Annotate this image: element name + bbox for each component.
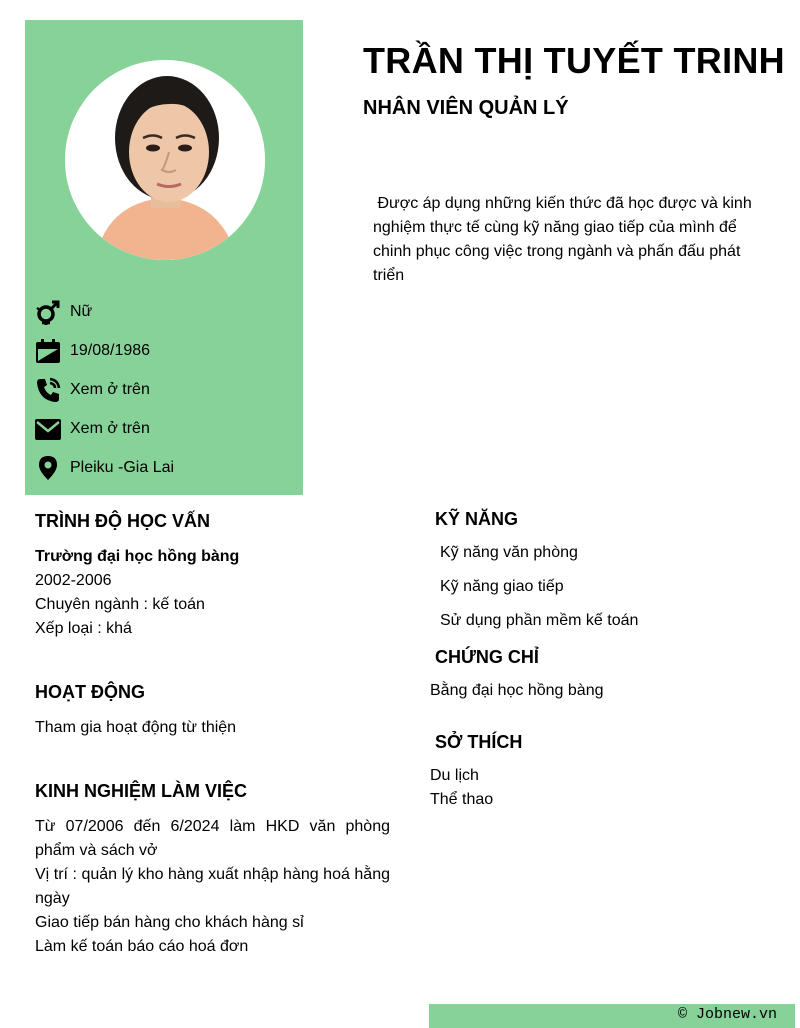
experience-line: Giao tiếp bán hàng cho khách hàng sỉ (35, 914, 304, 931)
candidate-name: TRẦN THỊ TUYẾT TRINH (363, 40, 785, 81)
location-icon (35, 455, 61, 481)
experience-line: Làm kế toán báo cáo hoá đơn (35, 938, 249, 955)
certificates-heading: CHỨNG CHỈ (435, 647, 539, 667)
activities-text: Tham gia hoạt động từ thiện (35, 719, 237, 736)
phone-row (35, 377, 150, 403)
footer-bar (429, 1004, 795, 1028)
birthday-text: 19/08/1986 (70, 342, 151, 359)
phone-text: Xem ở trên (70, 381, 150, 398)
education-school: Trường đại học hồng bàng (35, 548, 240, 565)
address-text: Pleiku -Gia Lai (70, 459, 175, 476)
hobby-item: Thể thao (430, 791, 494, 808)
education-grade: Xếp loại : khá (35, 620, 132, 637)
skill-item: Kỹ năng văn phòng (440, 544, 578, 561)
email-icon (35, 416, 61, 442)
experience-line: Từ 07/2006 đến 6/2024 làm HKD văn phòng phẩm và sách vở (35, 818, 390, 859)
address-row (35, 455, 174, 481)
experience-heading: KINH NGHIỆM LÀM VIỆC (35, 781, 248, 801)
email-text: Xem ở trên (70, 420, 150, 437)
gender-row (35, 299, 92, 325)
hobbies-heading: SỞ THÍCH (435, 732, 523, 752)
sidebar (25, 20, 303, 495)
activities-heading: HOẠT ĐỘNG (35, 682, 145, 702)
phone-icon (35, 377, 61, 403)
career-objective: Được áp dụng những kiến thức đã học được và kinh nghiệm thực tế cùng kỹ năng giao tiếp của mình để chinh phục công việc trong ngành và phấn đấu phát triển (373, 195, 757, 284)
education-heading: TRÌNH ĐỘ HỌC VẤN (35, 511, 210, 531)
gender-text: Nữ (70, 303, 93, 320)
birthday-row (35, 338, 150, 364)
education-details (35, 545, 239, 641)
experience-line: Vị trí : quản lý kho hàng xuất nhập hàng hoá hằng ngày (35, 866, 390, 907)
skills-heading: KỸ NĂNG (435, 509, 519, 529)
certificate-item: Bằng đại học hồng bàng (430, 682, 604, 699)
skill-item: Sử dụng phần mềm kế toán (440, 612, 639, 629)
education-years: 2002-2006 (35, 572, 112, 589)
experience-list (35, 815, 390, 959)
calendar-icon (35, 338, 61, 364)
gender-icon (35, 299, 61, 325)
skill-item: Kỹ năng giao tiếp (440, 578, 564, 595)
job-title: NHÂN VIÊN QUẢN LÝ (363, 97, 569, 119)
education-major: Chuyên ngành : kế toán (35, 596, 205, 613)
hobbies-list (430, 764, 493, 812)
email-row (35, 416, 150, 442)
footer-credit[interactable]: © Jobnew.vn (677, 1006, 777, 1023)
avatar (65, 60, 265, 260)
hobby-item: Du lịch (430, 767, 479, 784)
